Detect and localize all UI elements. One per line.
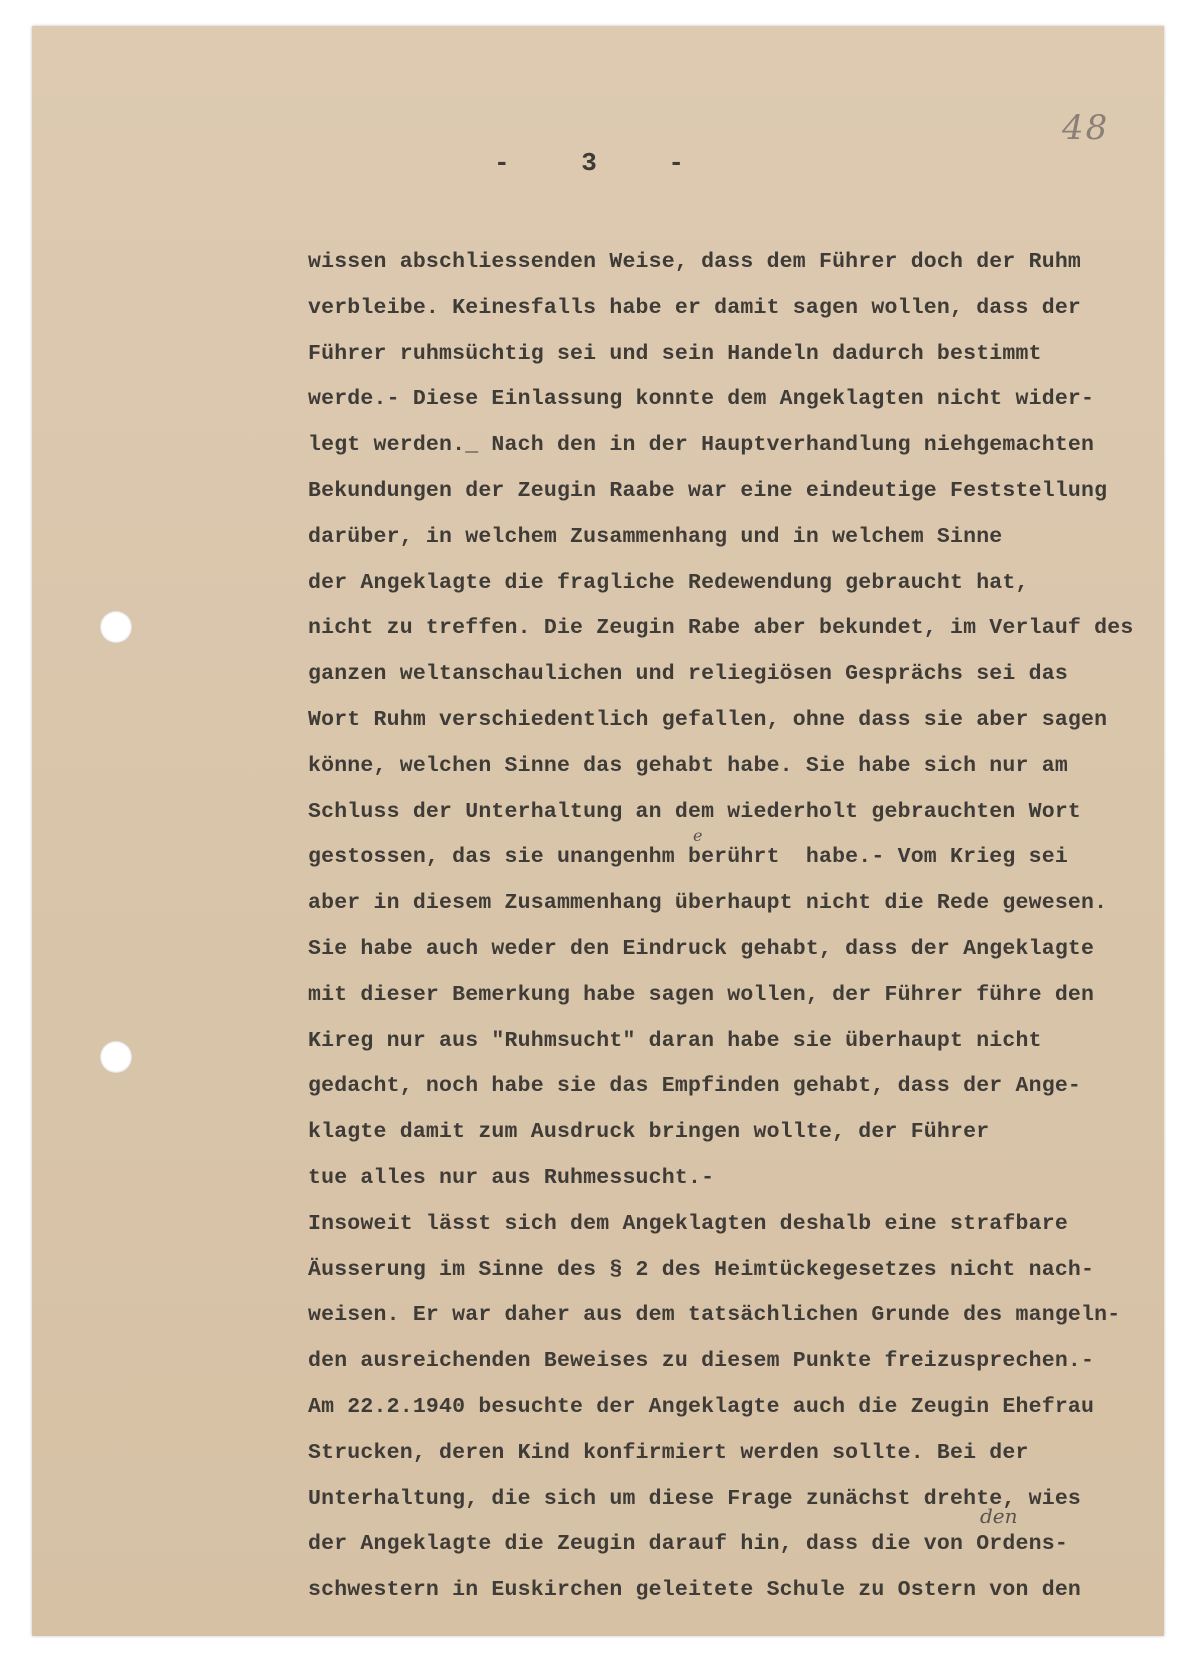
text-line: Am 22.2.1940 besuchte der Angeklagte auch die Zeugin Ehefrau — [308, 1394, 1095, 1419]
text-line: Schluss der Unterhaltung an dem wiederholt gebrauchten Wort — [308, 799, 1082, 824]
text-line: verbleibe. Keinesfalls habe er damit sagen wollen, dass der — [308, 295, 1082, 320]
text-line: aber in diesem Zusammenhang überhaupt nicht die Rede gewesen. — [308, 891, 1108, 916]
text-line: werde.- Diese Einlassung konnte dem Angeklagten nicht wider- — [308, 387, 1095, 412]
text-line: nicht zu treffen. Die Zeugin Rabe aber bekundet, im Verlauf des — [308, 616, 1134, 641]
text-line: gestossen, das sie unangenhm berührt habe.- Vom Krieg sei — [308, 845, 1068, 870]
text-line: Kireg nur aus "Ruhmsucht" daran habe sie überhaupt nicht — [308, 1028, 1042, 1053]
text-line: wissen abschliessenden Weise, dass dem Führer doch der Ruhm — [308, 250, 1082, 274]
document-page — [32, 26, 1164, 1636]
handwritten-insert: den — [980, 1504, 1018, 1528]
text-line: legt werden._ Nach den in der Hauptverhandlung niehgemachten — [308, 433, 1095, 458]
text-line: Sie habe auch weder den Eindruck gehabt, dass der Angeklagte — [308, 936, 1095, 961]
text-line: gedacht, noch habe sie das Empfinden gehabt, dass der Ange- — [308, 1074, 1082, 1099]
text-line: tue alles nur aus Ruhmessucht.- — [308, 1165, 715, 1190]
text-line: der Angeklagte die fragliche Redewendung gebraucht hat, — [308, 570, 1029, 595]
handwritten-correction: e — [693, 826, 703, 845]
text-line: schwestern in Euskirchen geleitete Schule zu Ostern von den — [308, 1578, 1082, 1603]
text-line: Äusserung im Sinne des § 2 des Heimtückegesetzes nicht nach- — [308, 1257, 1095, 1282]
text-line: Führer ruhmsüchtig sei und sein Handeln dadurch bestimmt — [308, 341, 1042, 366]
text-line: darüber, in welchem Zusammenhang und in welchem Sinne — [308, 524, 1003, 549]
text-line: Wort Ruhm verschiedentlich gefallen, ohne dass sie aber sagen — [308, 707, 1108, 732]
text-line: den ausreichenden Beweises zu diesem Punkte freizusprechen.- — [308, 1349, 1095, 1374]
page-number: - 3 - — [494, 148, 713, 178]
text-line: mit dieser Bemerkung habe sagen wollen, der Führer führe den — [308, 982, 1095, 1007]
punch-hole — [100, 611, 132, 643]
text-line: Insoweit lässt sich dem Angeklagten deshalb eine strafbare — [308, 1211, 1068, 1236]
text-line: Unterhaltung, die sich um diese Frage zunächst drehte, wies — [308, 1486, 1082, 1511]
text-line: weisen. Er war daher aus dem tatsächlichen Grunde des mangeln- — [308, 1303, 1121, 1328]
text-line: Strucken, deren Kind konfirmiert werden sollte. Bei der — [308, 1440, 1029, 1465]
text-line: könne, welchen Sinne das gehabt habe. Sie habe sich nur am — [308, 753, 1068, 778]
text-line: Bekundungen der Zeugin Raabe war eine eindeutige Feststellung — [308, 478, 1108, 503]
text-line: ganzen weltanschaulichen und reliegiösen Gesprächs sei das — [308, 662, 1068, 687]
folio-mark: 48 — [1062, 108, 1110, 148]
punch-hole — [100, 1041, 132, 1073]
text-line: der Angeklagte die Zeugin darauf hin, dass die von Ordens- — [308, 1532, 1068, 1557]
text-line: klagte damit zum Ausdruck bringen wollte, der Führer — [308, 1120, 990, 1145]
body-text — [308, 240, 1133, 1614]
